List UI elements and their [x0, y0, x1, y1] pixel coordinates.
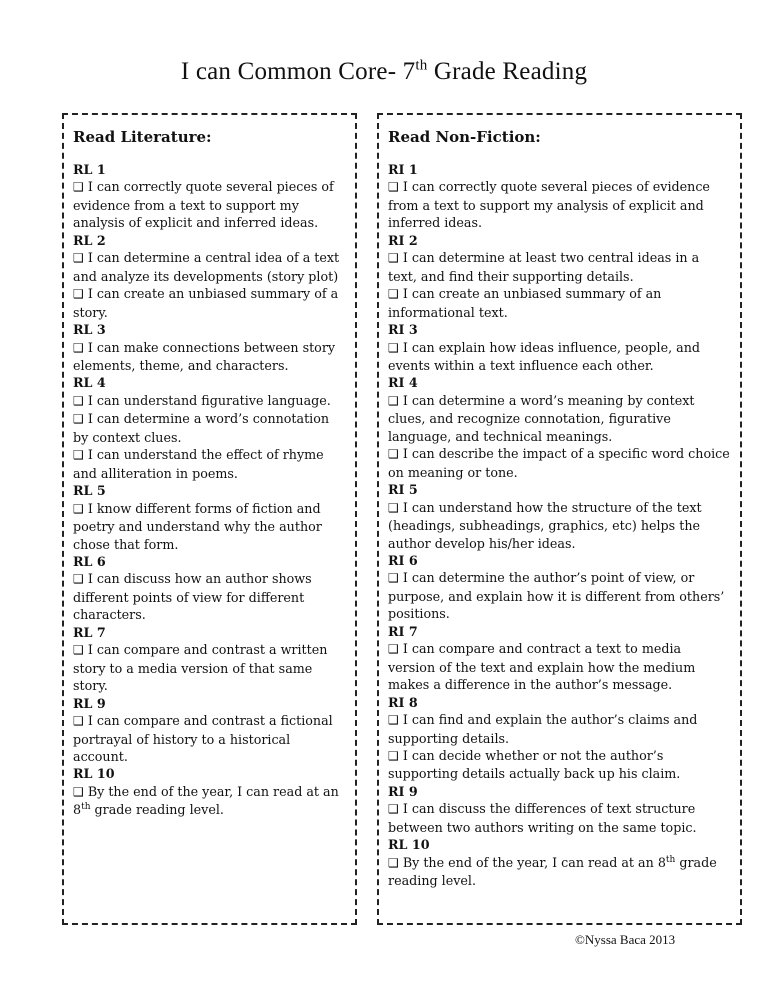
item-text: I can determine the author’s point of view, or purpose, and explain how it is different from others’ positions. [388, 570, 725, 622]
item-text: I can describe the impact of a specific word choice on meaning or tone. [388, 446, 730, 480]
standard-section [388, 552, 732, 623]
item-superscript: th [665, 854, 676, 865]
standard-section [73, 161, 347, 232]
standard-code: RL 3 [73, 322, 106, 338]
checkbox-icon[interactable]: ❑ [388, 855, 399, 870]
title-prefix: I can Common Core- 7 [180, 58, 416, 85]
checklist-item [73, 339, 347, 375]
standard-code: RL 10 [388, 837, 430, 853]
standard-section [73, 374, 347, 482]
checkbox-icon[interactable]: ❑ [388, 713, 399, 728]
checklist-item [388, 569, 732, 622]
checkbox-icon[interactable]: ❑ [388, 500, 399, 515]
item-text: I can understand figurative language. [87, 392, 331, 408]
checklist-item [73, 285, 347, 321]
checkbox-icon[interactable]: ❑ [388, 571, 399, 586]
checkbox-icon[interactable]: ❑ [388, 748, 399, 763]
checklist-item [73, 783, 347, 819]
standard-section [388, 321, 732, 374]
item-text: I can discuss the differences of text structure between two authors writing on the same topic. [388, 801, 697, 835]
checkbox-icon[interactable]: ❑ [73, 501, 84, 516]
standard-code: RI 3 [388, 322, 418, 338]
checklist-item [73, 500, 347, 553]
read-literature-box [62, 113, 357, 925]
item-text: I can create an unbiased summary of a story. [73, 286, 339, 320]
standard-code: RL 10 [73, 766, 115, 782]
read-nonfiction-sections [388, 161, 732, 890]
item-text: I can determine a word’s connotation by context clues. [73, 411, 330, 445]
standard-section [388, 232, 732, 321]
checklist-item [388, 445, 732, 481]
checkbox-icon[interactable]: ❑ [388, 251, 399, 266]
standard-code: RL 7 [73, 624, 106, 640]
checkbox-icon[interactable]: ❑ [73, 643, 84, 658]
checklist-item [73, 446, 347, 482]
checkbox-icon[interactable]: ❑ [388, 340, 399, 355]
checklist-item [73, 410, 347, 446]
standard-section [73, 695, 347, 766]
item-text: I can determine at least two central ideas in a text, and find their supporting details. [388, 250, 700, 284]
item-text: I can make connections between story elements, theme, and characters. [73, 339, 336, 373]
checklist-item [388, 499, 732, 552]
standard-code: RL 2 [73, 232, 106, 248]
checkbox-icon[interactable]: ❑ [73, 412, 84, 427]
checklist-item [73, 641, 347, 694]
checkbox-icon[interactable]: ❑ [73, 340, 84, 355]
item-text: I can correctly quote several pieces of evidence from a text to support my analysis of explicit and inferred ideas. [388, 179, 710, 231]
item-text: I know different forms of fiction and poetry and understand why the author chose that form. [73, 500, 322, 552]
item-text: I can compare and contract a text to media version of the text and explain how the medium makes a difference in the author’s message. [388, 641, 696, 693]
item-superscript: th [81, 802, 91, 813]
standard-code: RL 5 [73, 483, 106, 499]
checklist-item [73, 249, 347, 285]
item-text: I can explain how ideas influence, people, and events within a text influence each other. [388, 339, 701, 373]
checklist-item [73, 178, 347, 231]
checkbox-icon[interactable]: ❑ [73, 251, 84, 266]
standard-section [388, 783, 732, 836]
checklist-item [388, 747, 732, 783]
item-text: I can determine a word’s meaning by context clues, and recognize connotation, figurative language, and technical meanings. [388, 392, 695, 444]
standard-section [73, 624, 347, 695]
standard-section [388, 374, 732, 481]
standard-code: RL 4 [73, 375, 106, 391]
title-suffix: Grade Reading [427, 58, 588, 85]
checkbox-icon[interactable]: ❑ [73, 572, 84, 587]
item-text: I can correctly quote several pieces of evidence from a text to support my analysis of explicit and inferred ideas. [73, 179, 334, 231]
standard-code: RL 6 [73, 553, 106, 569]
checkbox-icon[interactable]: ❑ [388, 447, 399, 462]
checklist-item [388, 178, 732, 231]
item-text-end: grade reading level. [388, 854, 717, 889]
standard-code: RI 6 [388, 552, 418, 568]
checklist-item [388, 800, 732, 836]
standard-code: RI 2 [388, 232, 418, 248]
checklist-item [73, 392, 347, 410]
checkbox-icon[interactable]: ❑ [73, 714, 84, 729]
standard-section [73, 765, 347, 818]
item-text: I can compare and contrast a written story to a media version of that same story. [73, 642, 328, 694]
item-text: I can decide whether or not the author’s supporting details actually back up his claim. [388, 747, 681, 782]
checklist-item [388, 339, 732, 375]
standard-code: RL 1 [73, 162, 106, 177]
checkbox-icon[interactable]: ❑ [73, 180, 84, 195]
page-title [0, 58, 768, 86]
item-text: I can determine a central idea of a text and analyze its developments (story plot) [73, 250, 340, 284]
copyright-notice: ©Nyssa Baca 2013 [575, 932, 676, 947]
checkbox-icon[interactable]: ❑ [388, 393, 399, 408]
item-text: By the end of the year, I can read at an 8 [73, 783, 339, 818]
checklist-item [388, 392, 732, 445]
standard-section [73, 232, 347, 321]
item-text: I can find and explain the author’s claims and supporting details. [388, 712, 698, 746]
item-text: I can discuss how an author shows different points of view for different characters. [73, 571, 312, 623]
read-nonfiction-heading: Read Non-Fiction: [388, 128, 541, 146]
standard-code: RI 4 [388, 375, 418, 391]
checkbox-icon[interactable]: ❑ [73, 287, 84, 302]
checklist-item [73, 712, 347, 765]
standard-section [388, 836, 732, 889]
read-nonfiction-box [377, 113, 742, 925]
checklist-item [388, 711, 732, 747]
standard-section [388, 694, 732, 783]
checklist-item [388, 249, 732, 285]
checklist-item [388, 285, 732, 321]
checkbox-icon[interactable]: ❑ [73, 393, 84, 408]
read-literature-heading: Read Literature: [73, 128, 212, 146]
checkbox-icon[interactable]: ❑ [388, 642, 399, 657]
standard-section [388, 161, 732, 232]
item-text: I can understand how the structure of the text (headings, subheadings, graphics, etc) helps the author develop his/her ideas. [388, 499, 702, 551]
standard-section [73, 553, 347, 624]
standard-code: RI 1 [388, 162, 418, 177]
standard-code: RI 5 [388, 482, 418, 498]
checkbox-icon[interactable]: ❑ [73, 784, 84, 799]
read-literature-sections [73, 161, 347, 819]
checkbox-icon[interactable]: ❑ [388, 180, 399, 195]
standard-section [73, 482, 347, 553]
standard-code: RL 9 [73, 695, 106, 711]
checklist-item [73, 570, 347, 623]
standard-section [388, 481, 732, 552]
standard-section [388, 623, 732, 694]
item-text: I can create an unbiased summary of an informational text. [388, 286, 662, 320]
checkbox-icon[interactable]: ❑ [388, 287, 399, 302]
item-text: By the end of the year, I can read at an 8 [402, 854, 666, 870]
title-superscript: th [415, 57, 428, 74]
checklist-item [388, 640, 732, 693]
item-text: I can understand the effect of rhyme and alliteration in poems. [73, 447, 324, 481]
checklist-item [388, 854, 732, 890]
checkbox-icon[interactable]: ❑ [73, 448, 84, 463]
standard-code: RI 7 [388, 623, 418, 639]
checkbox-icon[interactable]: ❑ [388, 802, 399, 817]
standard-section [73, 321, 347, 374]
standard-code: RI 8 [388, 694, 418, 710]
standard-code: RI 9 [388, 783, 418, 799]
item-text: I can compare and contrast a fictional portrayal of history to a historical account. [73, 713, 333, 764]
item-text-end: grade reading level. [90, 802, 224, 818]
